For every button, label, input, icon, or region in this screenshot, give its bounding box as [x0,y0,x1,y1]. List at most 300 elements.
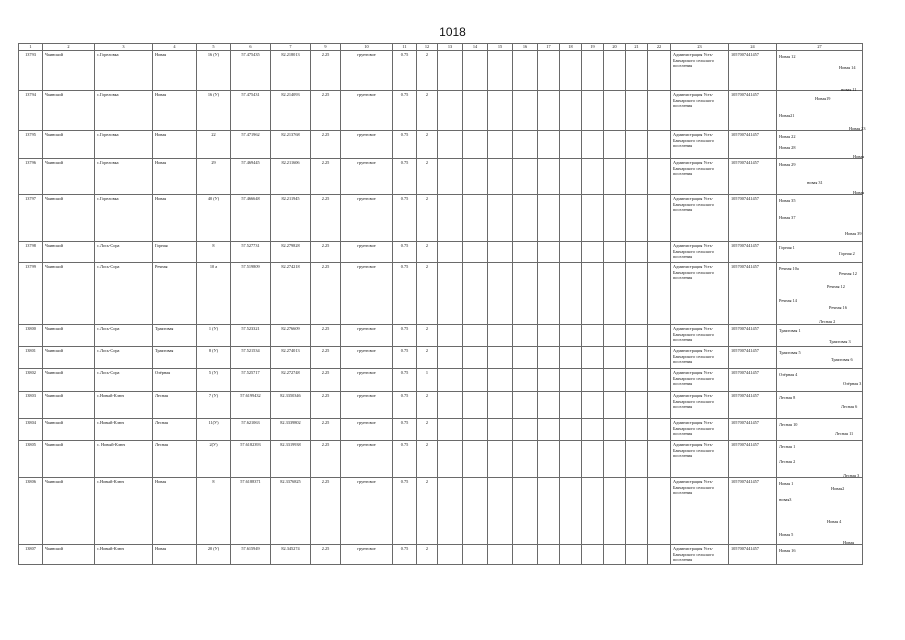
column-number: 3 [95,44,153,51]
record-number: 13805 [19,441,43,478]
column-number: 22 [648,44,671,51]
table-row [19,325,863,347]
owner-name: Администрация Усть-Бакчарского сельского поселения [671,545,729,565]
surface-type: грунтовое [341,195,393,242]
house-number: 8 [197,478,231,545]
address-item: Лесная 10 [779,422,798,427]
settlement-name: с.Новый-Ключ [95,419,153,441]
street-name: Новая [153,91,197,131]
column-number: 1 [19,44,43,51]
house-number: 8 (У) [197,347,231,369]
site-area: 2.25 [311,392,341,419]
address-item: Новая 16 [779,548,796,553]
address-item: Новая 4 [827,519,842,524]
address-item: Новая 29 [779,162,796,167]
surface-type: грунтовое [341,242,393,263]
latitude: 57.6182393 [231,441,271,478]
longitude: 82.3350346 [271,392,311,419]
empty-cell [604,51,626,91]
settlement-name: с.Гореловка [95,195,153,242]
record-number: 13806 [19,478,43,545]
empty-cell [604,392,626,419]
surface-type: грунтовое [341,131,393,159]
settlement-name: с.Лось-Сора [95,242,153,263]
longitude: 82.214093 [271,91,311,131]
empty-cell [648,369,671,392]
empty-cell [488,392,513,419]
empty-cell [538,441,560,478]
district-name: Чаинский [43,325,95,347]
surface-type: грунтовое [341,263,393,325]
column-number: 2 [43,44,95,51]
container-volume: 0.75 [393,347,417,369]
empty-cell [538,159,560,195]
latitude: 57.475431 [231,91,271,131]
empty-cell [538,131,560,159]
empty-cell [648,478,671,545]
longitude: 82.3339802 [271,419,311,441]
empty-cell [463,478,488,545]
empty-cell [604,242,626,263]
empty-cell [648,131,671,159]
empty-cell [560,91,582,131]
owner-name: Администрация Усть-Бакчарского сельского поселения [671,91,729,131]
empty-cell [538,91,560,131]
column-number: 12 [417,44,438,51]
empty-cell [604,369,626,392]
longitude: 82.272748 [271,369,311,392]
empty-cell [604,441,626,478]
empty-cell [488,369,513,392]
empty-cell [626,369,648,392]
empty-cell [538,478,560,545]
served-addresses [777,441,863,478]
settlement-name: с. Новый-Ключ [95,441,153,478]
owner-ogrn: 1057007441457 [729,347,777,369]
empty-cell [538,195,560,242]
container-volume: 0.75 [393,441,417,478]
house-number: 16 (У) [197,51,231,91]
empty-cell [538,51,560,91]
empty-cell [538,545,560,565]
container-volume: 0.75 [393,51,417,91]
empty-cell [626,242,648,263]
column-number: 23 [671,44,729,51]
empty-cell [582,263,604,325]
empty-cell [488,545,513,565]
address-item: Речная 12 [827,284,845,289]
address-item: Трактовая 1 [779,328,801,333]
house-number: 16 (У) [197,91,231,131]
empty-cell [488,347,513,369]
table-row [19,263,863,325]
empty-cell [648,347,671,369]
container-count: 2 [417,478,438,545]
served-addresses [777,242,863,263]
address-item: Новая [853,154,865,159]
record-number: 13793 [19,51,43,91]
container-volume: 0.75 [393,369,417,392]
settlement-name: с.Новый-Ключ [95,392,153,419]
empty-cell [538,325,560,347]
address-item: новая 11 [841,87,857,92]
address-item: Лесная 6 [841,404,858,409]
table-row [19,195,863,242]
address-item: Новая 22 [779,134,796,139]
empty-cell [513,159,538,195]
served-addresses [777,478,863,545]
empty-cell [626,392,648,419]
empty-cell [648,419,671,441]
address-item: Лесная 11 [835,431,854,436]
house-number: 5 (У) [197,369,231,392]
street-name: Лесная [153,441,197,478]
column-number: 13 [438,44,463,51]
owner-name: Администрация Усть-Бакчарского сельского поселения [671,392,729,419]
site-area: 2.25 [311,419,341,441]
owner-ogrn: 1057007441457 [729,131,777,159]
house-number: 7 (У) [197,392,231,419]
empty-cell [604,347,626,369]
house-number: 10 а [197,263,231,325]
column-number: 7 [271,44,311,51]
latitude: 57.471962 [231,131,271,159]
page-number: 1018 [439,25,466,39]
latitude: 57.469445 [231,159,271,195]
served-addresses [777,369,863,392]
empty-cell [560,419,582,441]
empty-cell [626,159,648,195]
longitude: 82.276609 [271,325,311,347]
district-name: Чаинский [43,347,95,369]
site-area: 2.25 [311,545,341,565]
empty-cell [438,392,463,419]
address-item: Речная 12 [839,271,857,276]
street-name: Новая [153,159,197,195]
container-volume: 0.75 [393,419,417,441]
empty-cell [648,392,671,419]
address-item: Новая 23 [849,126,866,131]
table-row [19,392,863,419]
house-number: 2(У) [197,441,231,478]
owner-name: Администрация Усть-Бакчарского сельского поселения [671,478,729,545]
empty-cell [463,131,488,159]
container-count: 1 [417,369,438,392]
empty-cell [560,478,582,545]
column-number: 17 [538,44,560,51]
site-area: 2.25 [311,369,341,392]
longitude: 82.213768 [271,131,311,159]
empty-cell [560,392,582,419]
table-row [19,159,863,195]
owner-name: Администрация Усть-Бакчарского сельского поселения [671,325,729,347]
container-count: 2 [417,347,438,369]
record-number: 13801 [19,347,43,369]
empty-cell [560,131,582,159]
served-addresses [777,51,863,91]
column-numbers-row [19,44,863,51]
empty-cell [626,347,648,369]
empty-cell [513,131,538,159]
address-item: Лесная 1 [779,444,796,449]
empty-cell [538,392,560,419]
owner-ogrn: 1057007441457 [729,159,777,195]
address-item: Новая 37 [779,215,796,220]
house-number: 40 (У) [197,195,231,242]
surface-type: грунтовое [341,478,393,545]
district-name: Чаинский [43,441,95,478]
house-number: 1 (У) [197,325,231,347]
empty-cell [438,263,463,325]
empty-cell [463,545,488,565]
empty-cell [438,325,463,347]
house-number: 29 [197,159,231,195]
street-name: Новая [153,545,197,565]
served-addresses [777,195,863,242]
container-volume: 0.75 [393,242,417,263]
district-name: Чаинский [43,195,95,242]
latitude: 57.523321 [231,325,271,347]
empty-cell [488,419,513,441]
owner-ogrn: 1057007441457 [729,441,777,478]
empty-cell [463,159,488,195]
empty-cell [538,369,560,392]
address-item: Лесная 8 [779,395,796,400]
house-number: 22 [197,131,231,159]
site-area: 2.25 [311,51,341,91]
empty-cell [463,392,488,419]
column-number: 6 [231,44,271,51]
empty-cell [648,195,671,242]
served-addresses [777,131,863,159]
settlement-name: с.Гореловка [95,51,153,91]
latitude: 57.615949 [231,545,271,565]
surface-type: грунтовое [341,159,393,195]
empty-cell [538,419,560,441]
empty-cell [560,347,582,369]
record-number: 13796 [19,159,43,195]
container-count: 2 [417,325,438,347]
empty-cell [513,369,538,392]
longitude: 82.274013 [271,347,311,369]
column-number: 15 [488,44,513,51]
empty-cell [538,242,560,263]
site-area: 2.25 [311,242,341,263]
settlement-name: с.Новый-Ключ [95,478,153,545]
empty-cell [560,441,582,478]
owner-name: Администрация Усть-Бакчарского сельского поселения [671,159,729,195]
owner-ogrn: 1057007441457 [729,545,777,565]
empty-cell [513,51,538,91]
table-row [19,545,863,565]
container-count: 2 [417,392,438,419]
surface-type: грунтовое [341,392,393,419]
owner-ogrn: 1057007441457 [729,51,777,91]
longitude: 82.211945 [271,195,311,242]
container-volume: 0.75 [393,159,417,195]
column-number: 20 [604,44,626,51]
address-item: Озёрная 4 [779,372,798,377]
container-count: 2 [417,91,438,131]
empty-cell [438,369,463,392]
empty-cell [582,478,604,545]
settlement-name: с.Лось-Сора [95,263,153,325]
site-area: 2.25 [311,478,341,545]
empty-cell [463,419,488,441]
empty-cell [626,441,648,478]
settlement-name: с.Гореловка [95,159,153,195]
latitude: 57.466648 [231,195,271,242]
column-number: 16 [513,44,538,51]
container-volume: 0.75 [393,263,417,325]
column-number: 5 [197,44,231,51]
empty-cell [513,263,538,325]
served-addresses [777,347,863,369]
district-name: Чаинский [43,545,95,565]
surface-type: грунтовое [341,347,393,369]
container-volume: 0.75 [393,392,417,419]
empty-cell [488,325,513,347]
owner-ogrn: 1057007441457 [729,242,777,263]
empty-cell [438,51,463,91]
empty-cell [560,159,582,195]
served-addresses [777,159,863,195]
settlement-name: с.Лось-Сора [95,369,153,392]
owner-name: Администрация Усть-Бакчарского сельского поселения [671,369,729,392]
empty-cell [438,159,463,195]
empty-cell [463,325,488,347]
site-area: 2.25 [311,441,341,478]
empty-cell [648,441,671,478]
record-number: 13794 [19,91,43,131]
empty-cell [560,325,582,347]
empty-cell [438,242,463,263]
empty-cell [560,242,582,263]
table-row [19,242,863,263]
empty-cell [538,263,560,325]
container-volume: 0.75 [393,195,417,242]
empty-cell [626,51,648,91]
longitude: 82.3319938 [271,441,311,478]
street-name: Новая [153,131,197,159]
record-number: 13795 [19,131,43,159]
owner-name: Администрация Усть-Бакчарского сельского поселения [671,195,729,242]
empty-cell [438,419,463,441]
district-name: Чаинский [43,242,95,263]
empty-cell [513,545,538,565]
latitude: 57.519809 [231,263,271,325]
site-area: 2.25 [311,347,341,369]
column-number: 14 [463,44,488,51]
column-number: 19 [582,44,604,51]
empty-cell [438,545,463,565]
served-addresses [777,419,863,441]
surface-type: грунтовое [341,91,393,131]
empty-cell [582,369,604,392]
empty-cell [513,419,538,441]
owner-name: Администрация Усть-Бакчарского сельского поселения [671,419,729,441]
served-addresses [777,263,863,325]
empty-cell [604,478,626,545]
empty-cell [604,545,626,565]
empty-cell [626,263,648,325]
empty-cell [488,159,513,195]
address-item: Новая 39 [845,231,862,236]
empty-cell [438,91,463,131]
owner-name: Администрация Усть-Бакчарского сельского поселения [671,131,729,159]
empty-cell [513,195,538,242]
longitude: 82.211606 [271,159,311,195]
table-body [19,51,866,565]
empty-cell [488,51,513,91]
longitude: 82.3376825 [271,478,311,545]
container-count: 2 [417,263,438,325]
empty-cell [463,195,488,242]
owner-ogrn: 1057007441457 [729,419,777,441]
empty-cell [463,441,488,478]
empty-cell [582,131,604,159]
empty-cell [604,159,626,195]
record-number: 13802 [19,369,43,392]
house-number: 8 [197,242,231,263]
empty-cell [463,369,488,392]
empty-cell [513,392,538,419]
column-number: 10 [341,44,393,51]
surface-type: грунтовое [341,441,393,478]
longitude: 82.274218 [271,263,311,325]
container-count: 2 [417,131,438,159]
column-number: 24 [729,44,777,51]
address-item: Лесная 2 [819,319,836,324]
address-item: Речная 14 [779,298,797,303]
empty-cell [626,325,648,347]
district-name: Чаинский [43,478,95,545]
house-number: 11(У) [197,419,231,441]
latitude: 57.6199432 [231,392,271,419]
empty-cell [626,195,648,242]
address-item: Новая 28 [779,145,796,150]
container-count: 2 [417,242,438,263]
address-item: Новая [843,540,855,545]
empty-cell [582,242,604,263]
settlement-name: с.Гореловка [95,131,153,159]
empty-cell [626,131,648,159]
empty-cell [488,478,513,545]
container-count: 2 [417,545,438,565]
empty-cell [488,131,513,159]
empty-cell [648,159,671,195]
empty-cell [604,131,626,159]
served-addresses [777,545,863,565]
table-row [19,419,863,441]
district-name: Чаинский [43,131,95,159]
surface-type: грунтовое [341,545,393,565]
empty-cell [488,91,513,131]
column-number: 11 [393,44,417,51]
settlement-name: с.Новый-Ключ [95,545,153,565]
container-volume: 0.75 [393,478,417,545]
empty-cell [582,195,604,242]
empty-cell [560,263,582,325]
address-item: Горная 1 [779,245,795,250]
empty-cell [438,131,463,159]
table-row [19,91,863,131]
address-item: Трактовая 6 [831,357,853,362]
district-name: Чаинский [43,263,95,325]
empty-cell [488,195,513,242]
empty-cell [513,91,538,131]
settlement-name: с.Лось-Сора [95,325,153,347]
